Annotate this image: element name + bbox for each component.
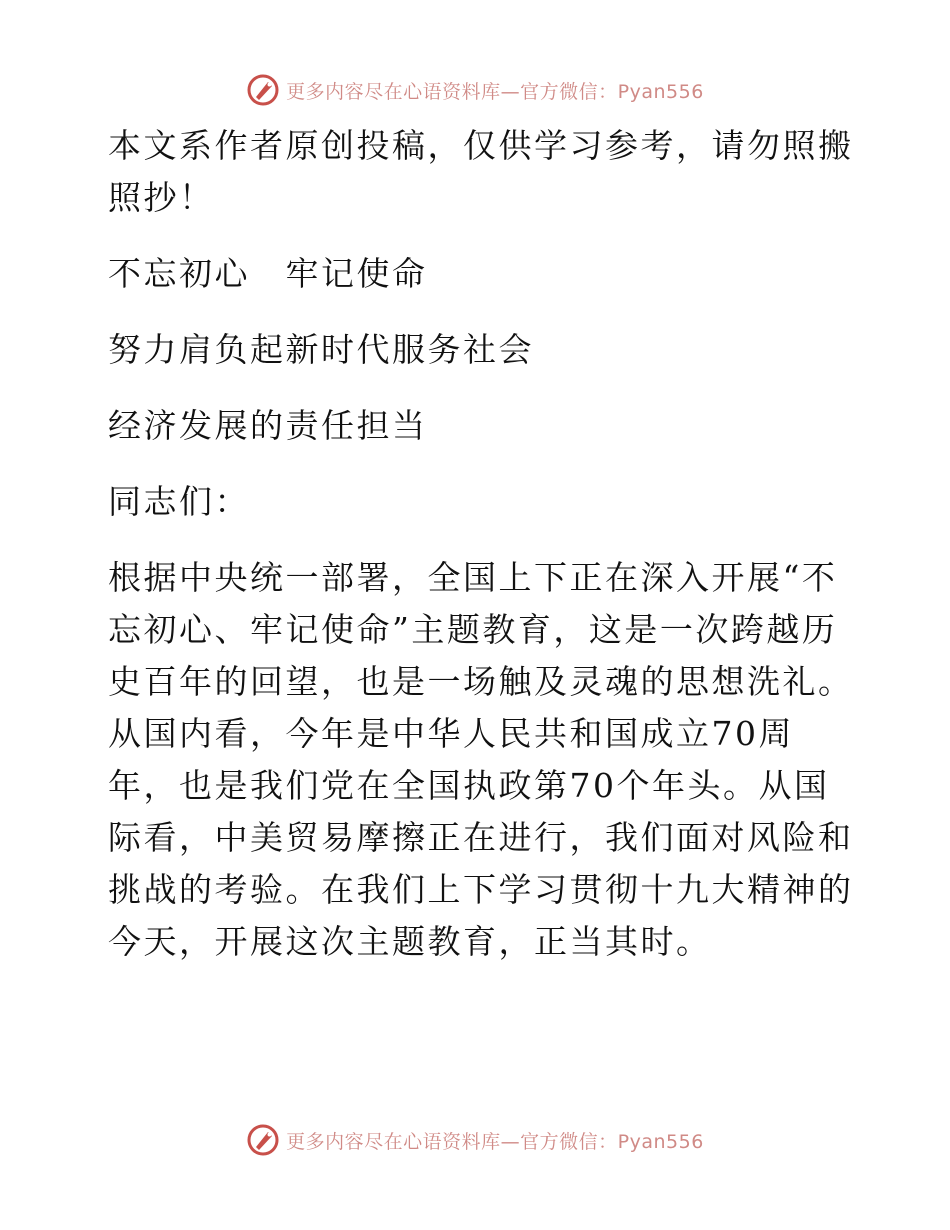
footer-watermark <box>0 1120 950 1160</box>
pen-nib-logo-icon <box>246 1123 280 1157</box>
copyright-notice: 本文系作者原创投稿，仅供学习参考，请勿照搬照抄！ <box>108 126 854 217</box>
title-line-1: 不忘初心 牢记使命 <box>108 254 428 293</box>
body-paragraph: 根据中央统一部署，全国上下正在深入开展“不忘初心、牢记使命”主题教育，这是一次跨越历史百年的回望，也是一场触及灵魂的思想洗礼。从国内看，今年是中华人民共和国成立70周年，也是我们党在全国执政第70个年头。从国际看，中美贸易摩擦正在进行，我们面对风险和挑战的考验。在我们上下学习贯彻十九大精神的今天，开展这次主题教育，正当其时。 <box>108 558 854 961</box>
title-line-2: 努力肩负起新时代服务社会 <box>108 330 534 369</box>
watermark-text: 更多内容尽在心语资料库—官方微信：Pyan556 <box>286 80 704 103</box>
pen-nib-logo-icon <box>246 73 280 107</box>
header-watermark <box>0 70 950 110</box>
document-body <box>98 120 858 968</box>
watermark-text: 更多内容尽在心语资料库—官方微信：Pyan556 <box>286 1130 704 1153</box>
salutation: 同志们： <box>108 482 250 521</box>
title-line-3: 经济发展的责任担当 <box>108 406 428 445</box>
